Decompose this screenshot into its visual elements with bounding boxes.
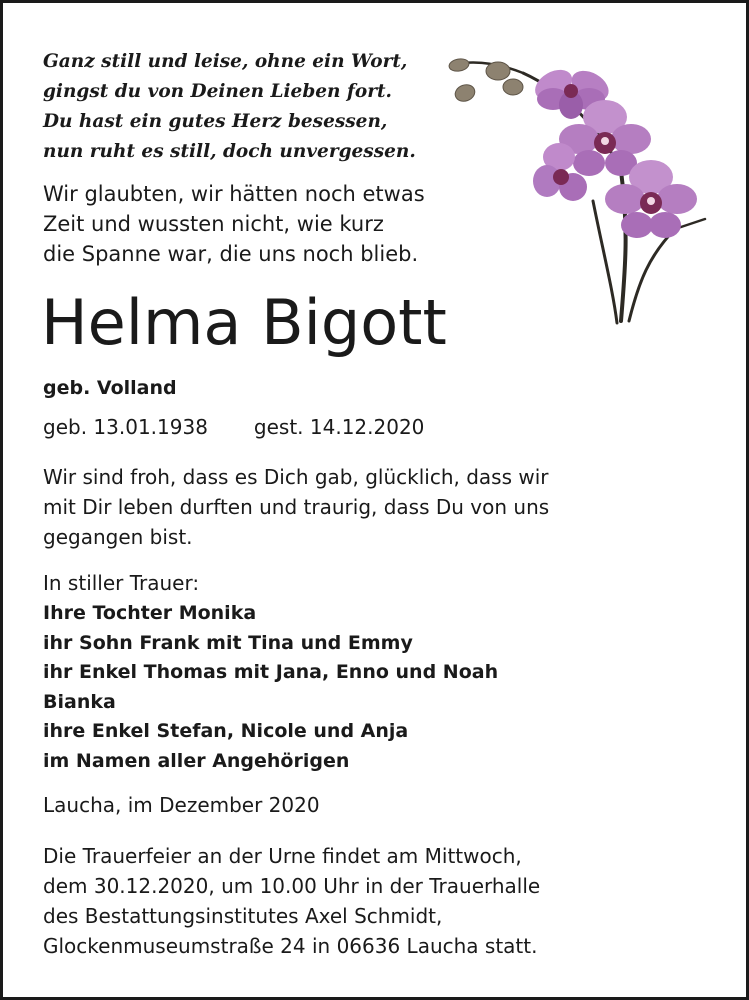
message-line: Wir sind froh, dass es Dich gab, glücklich, dass wir bbox=[43, 465, 549, 489]
mourner: im Namen aller Angehörigen bbox=[43, 749, 350, 772]
death-date: gest. 14.12.2020 bbox=[253, 415, 425, 439]
orchid-icon bbox=[443, 51, 713, 331]
message-line: mit Dir leben durften und traurig, dass Du von uns bbox=[43, 495, 550, 519]
mourner: ihr Enkel Thomas mit Jana, Enno und Noah bbox=[43, 661, 499, 683]
arrangement-line: dem 30.12.2020, um 10.00 Uhr in der Trauerhalle bbox=[43, 874, 541, 898]
verse bbox=[43, 179, 463, 269]
verse-line: Zeit und wussten nicht, wie kurz bbox=[43, 212, 384, 236]
mourners-list bbox=[43, 599, 683, 776]
place-date: Laucha, im Dezember 2020 bbox=[43, 793, 320, 817]
arrangement-line: Glockenmuseumstraße 24 in 06636 Laucha statt. bbox=[43, 934, 538, 958]
mourner: Ihre Tochter Monika bbox=[43, 602, 257, 624]
message bbox=[43, 462, 683, 552]
poem-line: Du hast ein gutes Herz besessen, bbox=[43, 111, 388, 132]
life-dates bbox=[43, 412, 424, 442]
verse-line: Wir glaubten, wir hätten noch etwas bbox=[43, 182, 425, 206]
mourners-intro: In stiller Trauer: bbox=[43, 571, 200, 595]
verse-line: die Spanne war, die uns noch blieb. bbox=[43, 242, 419, 266]
deceased-name: Helma Bigott bbox=[41, 286, 447, 359]
arrangement-line: Die Trauerfeier an der Urne findet am Mittwoch, bbox=[43, 844, 522, 868]
maiden-name: geb. Volland bbox=[43, 377, 177, 399]
poem bbox=[43, 47, 443, 167]
funeral-arrangement bbox=[43, 841, 703, 961]
poem-line: nun ruht es still, doch unvergessen. bbox=[43, 141, 416, 162]
mourner: ihr Sohn Frank mit Tina und Emmy bbox=[43, 631, 413, 654]
message-line: gegangen bist. bbox=[43, 525, 193, 549]
poem-line: gingst du von Deinen Lieben fort. bbox=[43, 81, 392, 102]
arrangement-line: des Bestattungsinstitutes Axel Schmidt, bbox=[43, 904, 443, 928]
mourner: Bianka bbox=[43, 690, 116, 713]
birth-date: geb. 13.01.1938 bbox=[43, 415, 208, 439]
mourner: ihre Enkel Stefan, Nicole und Anja bbox=[43, 720, 409, 742]
poem-line: Ganz still und leise, ohne ein Wort, bbox=[43, 51, 408, 72]
